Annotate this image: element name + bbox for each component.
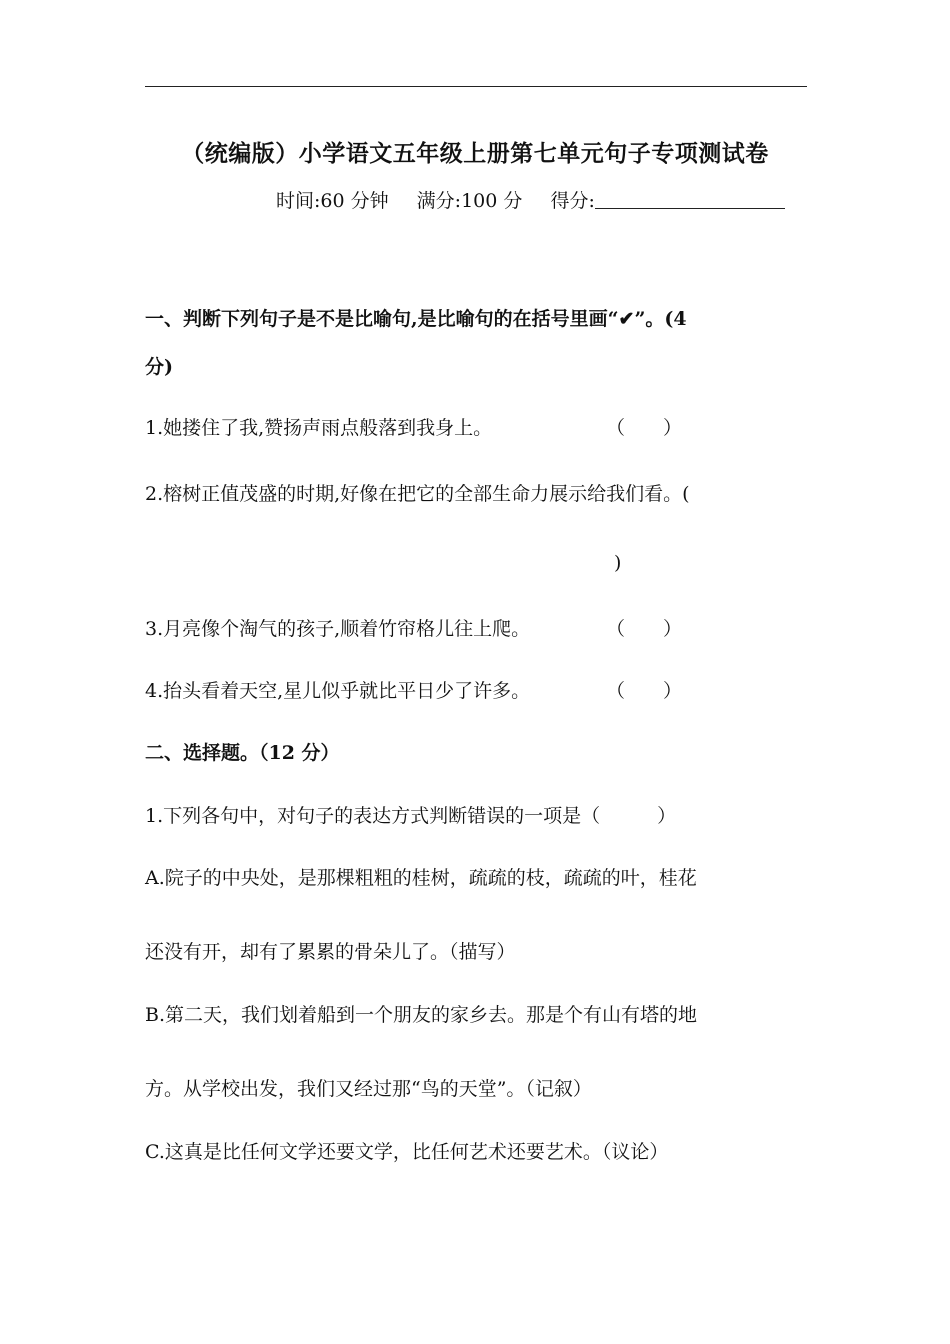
s2-option-c[interactable]: C.这真是比任何文学还要文学，比任何艺术还要艺术。（议论）	[145, 1141, 669, 1163]
s1-item-2-answer[interactable]: )	[614, 552, 622, 574]
s1-item-3-answer[interactable]: （ ）	[606, 618, 683, 640]
section2-heading: 二、选择题。（12 分）	[145, 742, 340, 764]
s1-item-2: 2.榕树正值茂盛的时期,好像在把它的全部生命力展示给我们看。(	[145, 483, 690, 505]
s2-question-1: 1.下列各句中，对句子的表达方式判断错误的一项是（ ）	[145, 805, 677, 827]
s1-item-1: 1.她搂住了我,赞扬声雨点般落到我身上。	[145, 417, 493, 439]
exam-meta	[276, 186, 785, 213]
page-title: （统编版）小学语文五年级上册第七单元句子专项测试卷	[181, 140, 769, 167]
score-blank[interactable]	[595, 190, 785, 209]
section1-heading-cont: 分)	[145, 356, 173, 378]
s2-option-a[interactable]: A.院子的中央处，是那棵粗粗的桂树，疏疏的枝，疏疏的叶，桂花	[145, 867, 697, 889]
full-score-label: 满分:100 分	[416, 190, 523, 212]
s1-item-1-answer[interactable]: （ ）	[606, 417, 683, 439]
header-rule	[145, 86, 807, 87]
s2-option-b-cont: 方。从学校出发，我们又经过那“鸟的天堂”。（记叙）	[145, 1078, 592, 1100]
time-label: 时间:60 分钟	[276, 190, 389, 212]
s2-option-a-cont: 还没有开，却有了累累的骨朵儿了。（描写）	[145, 941, 516, 963]
section1-heading: 一、判断下列句子是不是比喻句,是比喻句的在括号里画“✔”。(4	[145, 308, 687, 330]
score-label: 得分:	[550, 190, 595, 212]
s1-item-3: 3.月亮像个淘气的孩子,顺着竹帘格儿往上爬。	[145, 618, 531, 640]
s1-item-4-answer[interactable]: （ ）	[606, 680, 683, 702]
s1-item-4: 4.抬头看着天空,星儿似乎就比平日少了许多。	[145, 680, 531, 702]
s2-option-b[interactable]: B.第二天，我们划着船到一个朋友的家乡去。那是个有山有塔的地	[145, 1004, 698, 1026]
